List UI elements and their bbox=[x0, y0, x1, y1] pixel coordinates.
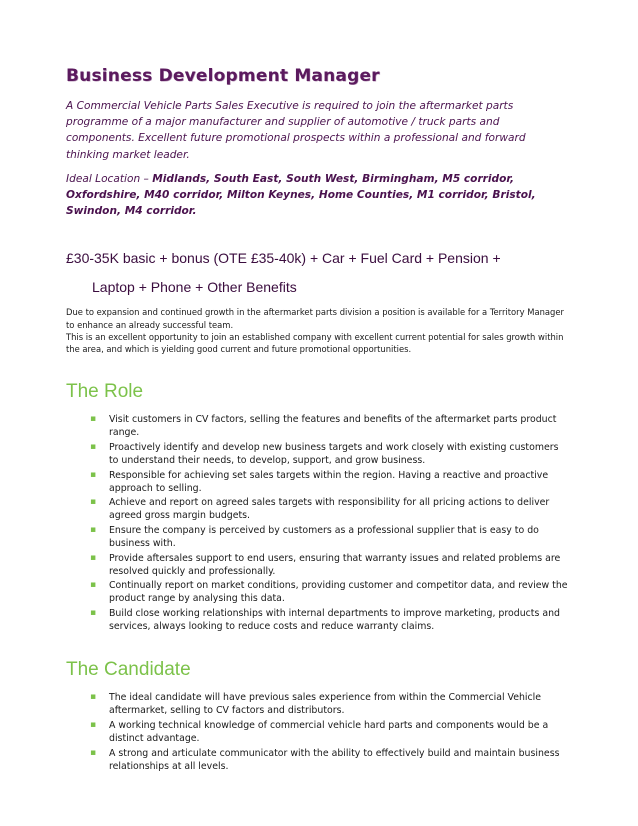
candidate-item-text: The ideal candidate will have previous sales experience from within the Commercial Vehicle aftermarket, selling to CV factors and distributors. bbox=[109, 692, 542, 717]
role-item-text: Continually report on market conditions, providing customer and competitor data, and review the product range by analysing this data. bbox=[109, 580, 568, 605]
candidate-list bbox=[66, 691, 570, 773]
bullet-icon: ▪ bbox=[90, 524, 97, 535]
description-paragraph-1: Due to expansion and continued growth in the aftermarket parts division a position is available for a Territory Manager to enhance an already successful team. bbox=[66, 307, 564, 330]
bullet-icon: ▪ bbox=[90, 497, 97, 508]
bullet-icon: ▪ bbox=[90, 692, 97, 703]
role-item bbox=[90, 413, 570, 439]
role-item-text: Provide aftersales support to end users, ensuring that warranty issues and related problems are resolved quickly and professionally. bbox=[109, 552, 561, 577]
candidate-item bbox=[90, 719, 570, 745]
role-item bbox=[90, 552, 570, 578]
role-item-text: Responsible for achieving set sales targets within the region. Having a reactive and proactive approach to selling. bbox=[109, 469, 549, 494]
role-item-text: Visit customers in CV factors, selling the features and benefits of the aftermarket parts product range. bbox=[109, 414, 557, 439]
role-item bbox=[90, 579, 570, 605]
bullet-icon: ▪ bbox=[90, 719, 97, 730]
location-paragraph bbox=[66, 171, 570, 220]
bullet-icon: ▪ bbox=[90, 441, 97, 452]
salary-block bbox=[66, 247, 570, 298]
role-item bbox=[90, 607, 570, 633]
candidate-heading: The Candidate bbox=[66, 659, 191, 681]
bullet-icon: ▪ bbox=[90, 608, 97, 619]
role-item bbox=[90, 441, 570, 467]
role-heading: The Role bbox=[66, 381, 144, 403]
bullet-icon: ▪ bbox=[90, 414, 97, 425]
role-item-text: Achieve and report on agreed sales targets with responsibility for all pricing actions to deliver agreed gross margin budgets. bbox=[109, 497, 550, 522]
bullet-icon: ▪ bbox=[90, 469, 97, 480]
role-item bbox=[90, 469, 570, 495]
candidate-item bbox=[90, 747, 570, 773]
location-label: Ideal Location – bbox=[66, 172, 153, 185]
intro-paragraph: A Commercial Vehicle Parts Sales Executive is required to join the aftermarket parts programme of a major manufacturer and supplier of automotive / truck parts and components. Excellent future promotional prospects within a professional and forward thinking market leader. bbox=[66, 100, 526, 161]
location-places: Midlands, South East, South West, Birmingham, M5 corridor, Oxfordshire, M40 corridor, Milton Keynes, Home Counties, M1 corridor, Bristol, Swindon, M4 corridor. bbox=[66, 172, 536, 218]
role-item-text: Build close working relationships with internal departments to improve marketing, products and services, always looking to reduce costs and reduce warranty claims. bbox=[109, 608, 560, 633]
candidate-item-text: A strong and articulate communicator with the ability to effectively build and maintain business relationships at all levels. bbox=[109, 747, 560, 772]
role-list bbox=[66, 413, 570, 633]
salary-line-2: Laptop + Phone + Other Benefits bbox=[92, 279, 297, 296]
page-title: Business Development Manager bbox=[66, 66, 380, 86]
salary-line-1: £30-35K basic + bonus (OTE £35-40k) + Car + Fuel Card + Pension + bbox=[66, 250, 501, 267]
role-item bbox=[90, 524, 570, 550]
job-description-page bbox=[66, 66, 570, 774]
role-item bbox=[90, 496, 570, 522]
candidate-item-text: A working technical knowledge of commercial vehicle hard parts and components would be a distinct advantage. bbox=[109, 719, 549, 745]
role-item-text: Ensure the company is perceived by customers as a professional supplier that is easy to do business with. bbox=[109, 524, 539, 550]
bullet-icon: ▪ bbox=[90, 580, 97, 591]
bullet-icon: ▪ bbox=[90, 747, 97, 758]
candidate-item bbox=[90, 691, 570, 717]
role-item-text: Proactively identify and develop new business targets and work closely with existing customers to understand their needs, to develop, support, and grow business. bbox=[109, 441, 559, 467]
description-paragraph-2: This is an excellent opportunity to join an established company with excellent current potential for sales growth within the area, and which is yielding good current and future promotional opportunities. bbox=[66, 331, 564, 355]
bullet-icon: ▪ bbox=[90, 552, 97, 563]
